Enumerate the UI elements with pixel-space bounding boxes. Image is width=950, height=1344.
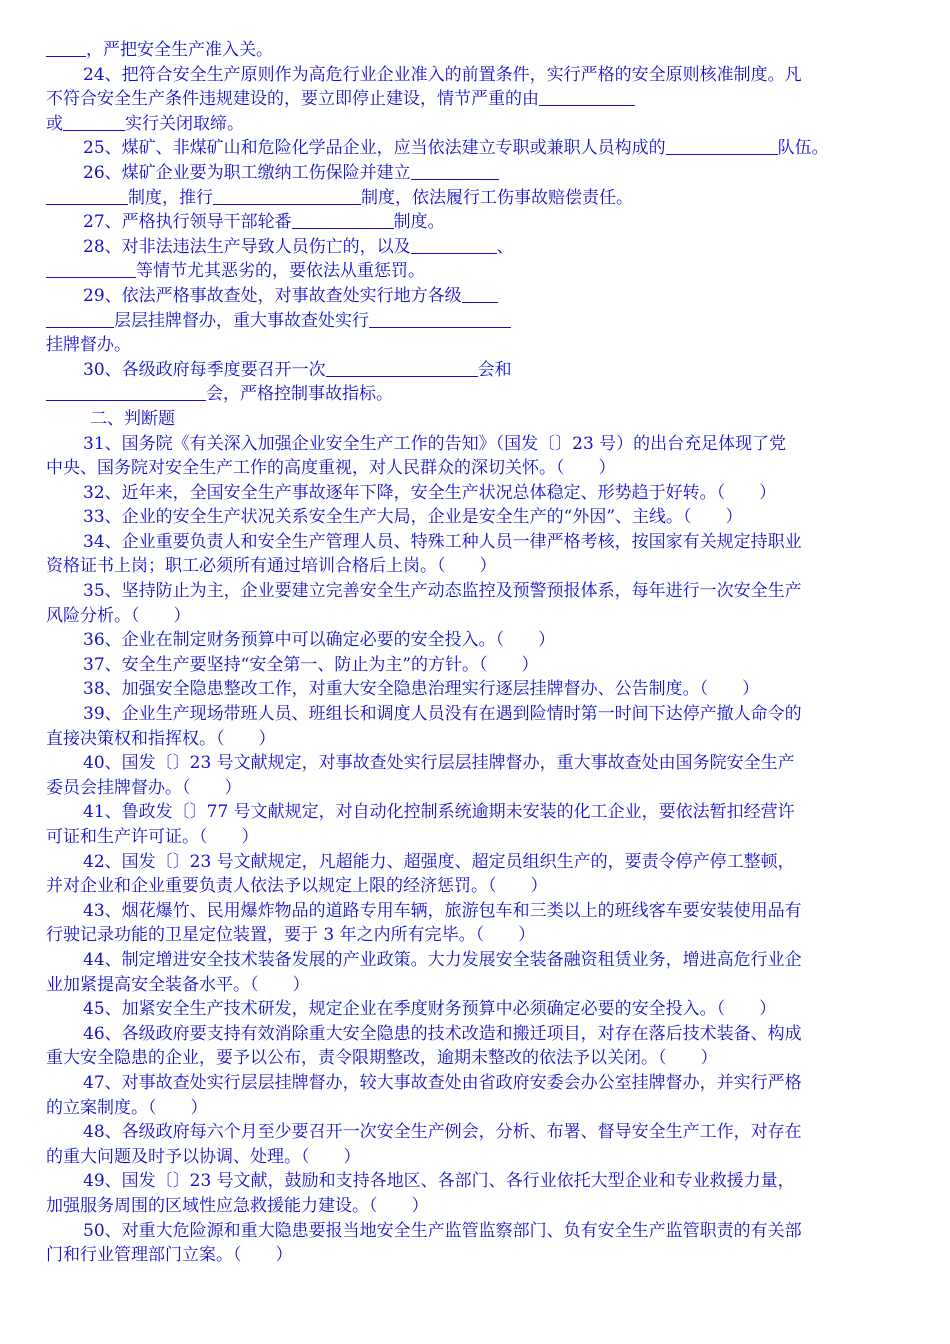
judgment-question [46,1022,908,1071]
answer-blank [46,259,136,278]
judgment-question [46,1169,908,1218]
question-text: 37、安全生产要坚持“安全第一、防止为主”的方针。（ ） [83,654,539,675]
question-text-continued: 资格证书上岗；职工必须所有通过培训合格后上岗。（ ） [46,556,497,577]
question-text: 45、加紧安全生产技术研发，规定企业在季度财务预算中必须确定必要的安全投入。（ ） [83,999,777,1020]
document-page [46,38,908,1268]
question-text-continued: 行驶记录功能的卫星定位装置，要于 3 年之内所有完毕。（ ） [46,925,536,946]
answer-blank [63,112,125,131]
question-23-tail: ，严把安全生产准入关。 [46,38,908,63]
question-text: 31、国务院《有关深入加强企业安全生产工作的告知》（国发〔〕23 号）的出台充足体现了党 [83,433,787,454]
judgment-question [46,1219,908,1268]
judgment-question [46,653,908,678]
question-text: 40、国发〔〕23 号文献规定，对事故查处实行层层挂牌督办，重大事故查处由国务院安全生产 [83,753,795,774]
question-text: 48、各级政府每六个月至少要召开一次安全生产例会，分析、布署、督导安全生产工作，对存在 [83,1122,802,1143]
question-text: 41、鲁政发〔〕77 号文献规定，对自动化控制系统逾期未安装的化工企业，要依法暂扣经营许 [83,802,795,823]
question-text-continued: 门和行业管理部门立案。（ ） [46,1245,293,1266]
question-text-continued: 加强服务周围的区域性应急救援能力建设。（ ） [46,1195,429,1216]
question-26: 26、煤矿企业要为职工缴纳工伤保险并建立 制度，推行 制度，依法履行工伤事故赔偿责任。 [46,161,908,210]
section-heading: 二、判断题 [90,408,175,429]
question-text-continued: 重大安全隐患的企业，要予以公布，责令限期整改，逾期未整改的依法予以关闭。（ ） [46,1048,718,1069]
answer-blank [369,309,511,328]
answer-blank [411,235,497,254]
question-text: 49、国发〔〕23 号文献，鼓励和支持各地区、各部门、各行业依托大型企业和专业救援力量， [83,1171,795,1192]
question-text: 36、企业在制定财务预算中可以确定必要的安全投入。（ ） [83,630,556,651]
judgment-question [46,628,908,653]
judgment-question [46,1071,908,1120]
question-text-continued: 并对企业和企业重要负责人依法予以规定上限的经济惩罚。（ ） [46,876,548,897]
question-text: 39、企业生产现场带班人员、班组长和调度人员没有在遇到险情时第一时间下达停产撤人命令的 [83,704,802,725]
question-text: 43、烟花爆竹、民用爆炸物品的道路专用车辆，旅游包车和三类以上的班线客车要安装使用品有 [83,900,802,921]
question-text: 47、对事故查处实行层层挂牌督办，较大事故查处由省政府安委会办公室挂牌督办，并实行严格 [83,1072,802,1093]
question-text: 38、加强安全隐患整改工作，对重大安全隐患治理实行逐层挂牌督办、公告制度。（ ） [83,679,760,700]
question-text-continued: 的重大问题及时予以协调、处理。（ ） [46,1146,361,1167]
answer-blank [326,358,478,377]
question-text: 34、企业重要负责人和安全生产管理人员、特殊工种人员一律严格考核，按国家有关规定持职业 [83,531,802,552]
question-text: 50、对重大危险源和重大隐患要报当地安全生产监管监察部门、负有安全生产监管职责的有关部 [83,1220,802,1241]
answer-blank [46,309,114,328]
answer-blank [666,136,778,155]
judgment-list [46,432,908,1268]
question-text-continued: 的立案制度。（ ） [46,1097,208,1118]
judgment-question [46,677,908,702]
answer-blank [411,161,499,180]
question-29: 29、依法严格事故查处，对事故查处实行地方各级 层层挂牌督办，重大事故查处实行 挂牌督办。 [46,284,908,358]
judgment-question [46,505,908,530]
answer-blank [46,382,206,401]
answer-blank [46,38,86,57]
answer-blank [539,87,635,106]
question-text-continued: 业加紧提高安全装备水平。（ ） [46,974,310,995]
answer-blank [213,186,361,205]
question-text: 32、近年来，全国安全生产事故逐年下降，安全生产状况总体稳定、形势趋于好转。（ ） [83,482,777,503]
judgment-question [46,1120,908,1169]
judgment-question [46,948,908,997]
question-text: 42、国发〔〕23 号文献规定，凡超能力、超强度、超定员组织生产的，要责令停产停工整顿， [83,851,795,872]
answer-blank [462,284,498,303]
question-30: 30、各级政府每季度要召开一次 会和 会，严格控制事故指标。 [46,358,908,407]
question-text: 44、制定增进安全技术装备发展的产业政策。大力发展安全装备融资租赁业务，增进高危行业企 [83,949,802,970]
question-text-continued: 可证和生产许可证。（ ） [46,827,259,847]
judgment-question [46,800,908,849]
judgment-question [46,850,908,899]
question-text: 35、坚持防止为主，企业要建立完善安全生产动态监控及预警预报体系，每年进行一次安全生产 [83,581,802,602]
judgment-question [46,751,908,800]
question-24: 24、把符合安全生产原则作为高危行业企业准入的前置条件，实行严格的安全原则核准制度。凡 不符合安全生产条件违规建设的，要立即停止建设，情节严重的由 或 实行关闭取缔。 [46,64,802,134]
judgment-question [46,530,908,579]
judgment-question [46,481,908,506]
question-text-continued: 委员会挂牌督办。（ ） [46,777,242,798]
judgment-question [46,579,908,628]
question-25: 25、煤矿、非煤矿山和危险化学品企业，应当依法建立专职或兼职人员构成的 队伍。 [83,138,829,159]
answer-blank [46,186,128,205]
judgment-question [46,899,908,948]
question-text: 46、各级政府要支持有效消除重大安全隐患的技术改造和搬迁项目，对存在落后技术装备、构成 [83,1023,802,1044]
question-text-continued: 中央、国务院对安全生产工作的高度重视，对人民群众的深切关怀。（ ） [46,458,616,479]
question-text-continued: 风险分析。（ ） [46,605,191,626]
judgment-question [46,702,908,751]
question-27: 27、严格执行领导干部轮番 制度。 [83,212,445,233]
judgment-question [46,997,908,1022]
question-text-continued: 直接决策权和指挥权。（ ） [46,728,276,749]
judgment-question [46,432,908,481]
answer-blank [292,210,394,229]
question-text: 33、企业的安全生产状况关系安全生产大局，企业是安全生产的“外因”、主线。（ ） [83,507,743,528]
question-28: 28、对非法违法生产导致人员伤亡的，以及 、 等情节尤其恶劣的，要依法从重惩罚。 [46,235,908,284]
